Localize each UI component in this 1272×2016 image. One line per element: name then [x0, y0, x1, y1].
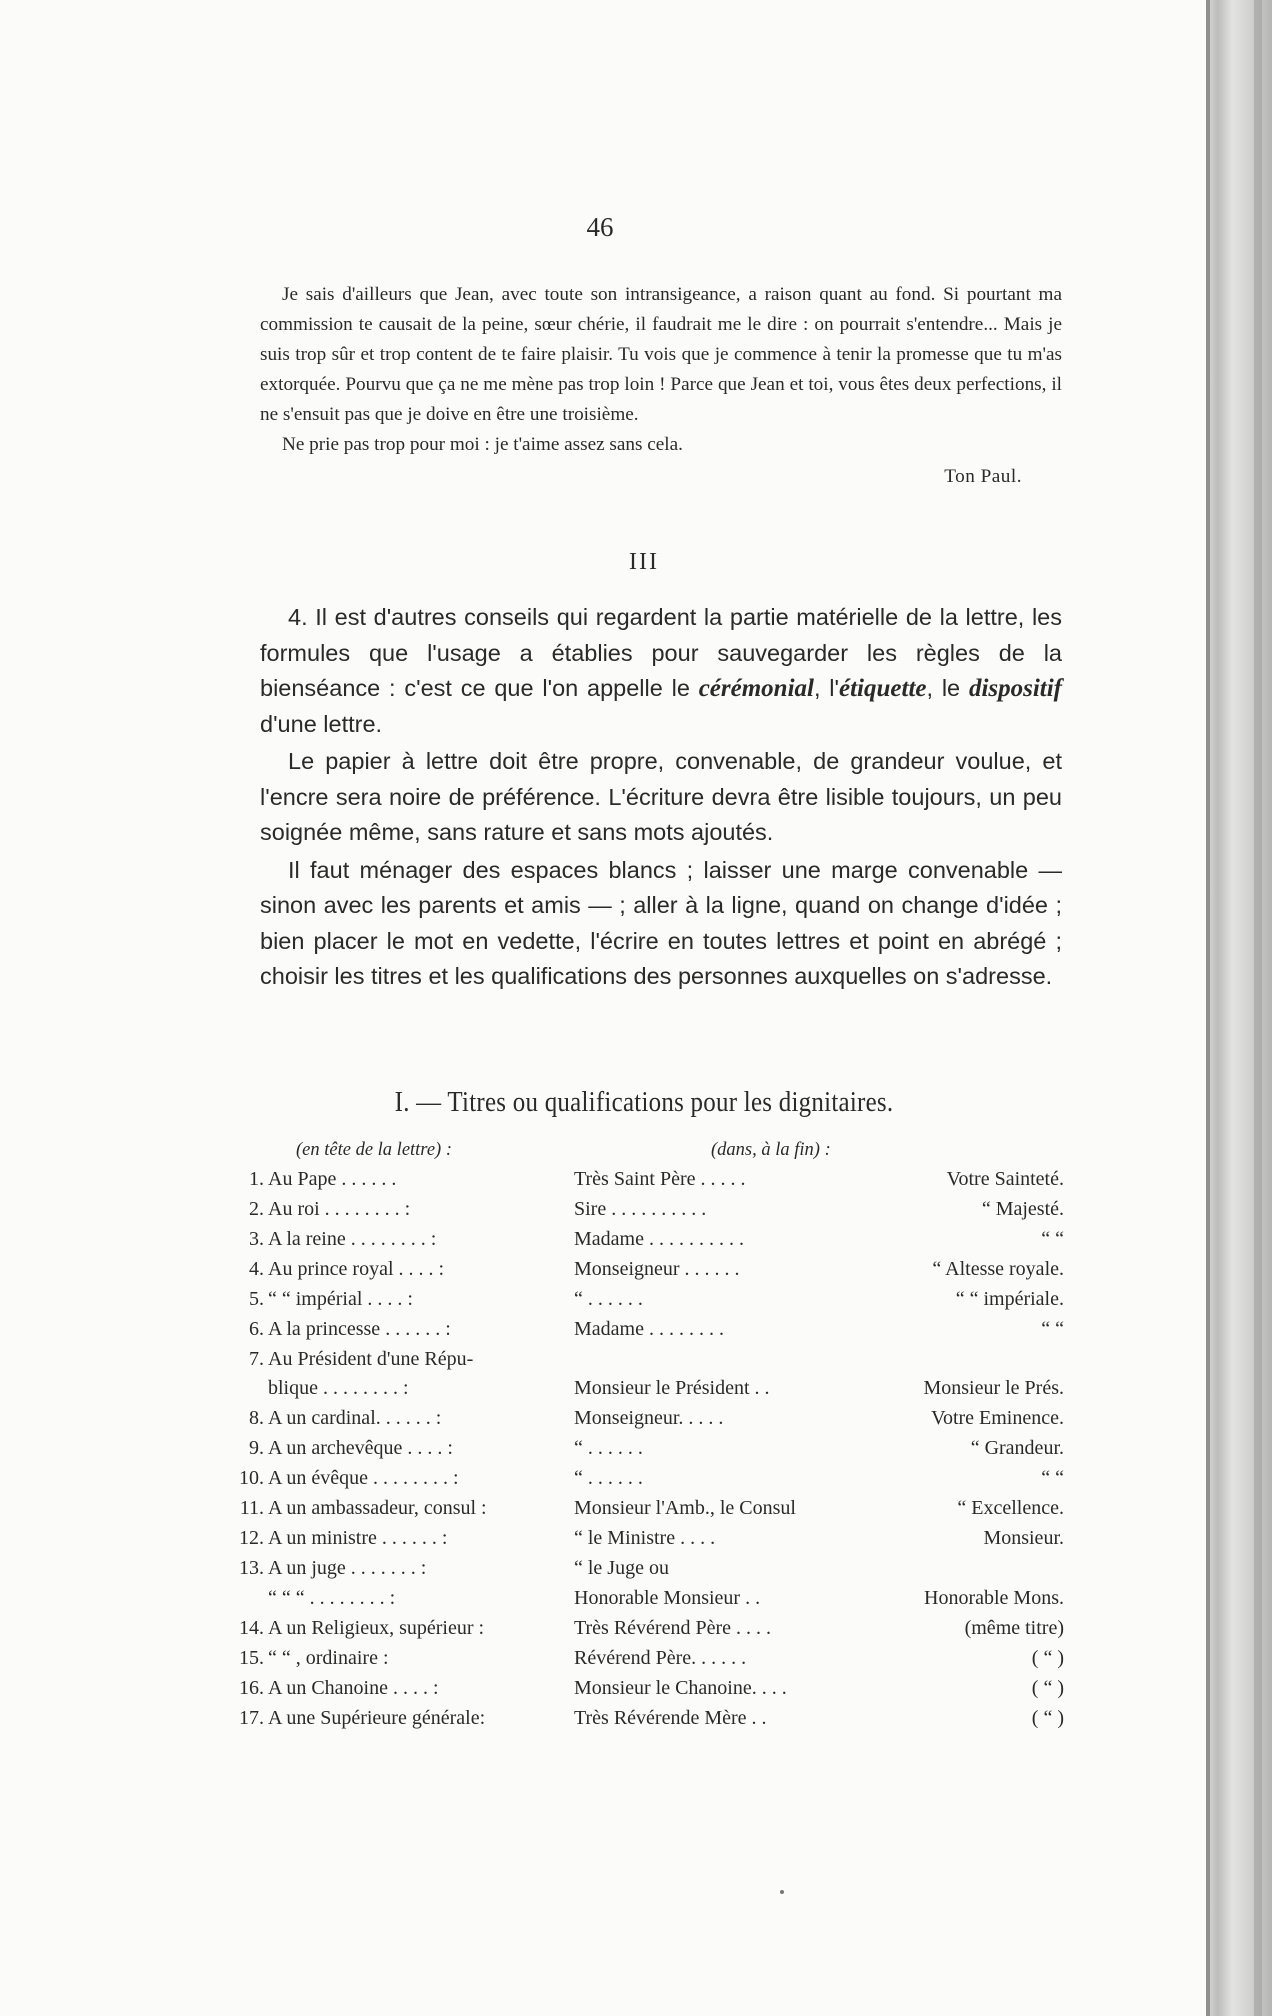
- row-number: 15.: [239, 1647, 264, 1669]
- row-opening-title: “ . . . . . .: [574, 1288, 643, 1310]
- letter-signature: Ton Paul.: [944, 466, 1022, 487]
- title-table: [224, 1168, 1064, 1737]
- row-number: 12.: [239, 1527, 264, 1549]
- row-number: 2.: [249, 1198, 264, 1220]
- row-number: 11.: [239, 1497, 264, 1519]
- row-addressee: A un juge . . . . . . . :: [268, 1557, 427, 1579]
- body-paragraph: Le papier à lettre doit être propre, convenable, de grandeur voulue, et l'encre sera noire de préférence. L'écriture devra être lisible toujours, un peu soignée même, sans rature et sans mots ajoutés.: [260, 748, 1062, 845]
- table-row: [224, 1407, 1064, 1437]
- body-paragraph: Il faut ménager des espaces blancs ; laisser une marge convenable — sinon avec les parents et amis — ; aller à la ligne, quand on change d'idée ; bien placer le mot en vedette, l'écrire en toutes lettres et point en abrégé ; choisir les titres et les qualifications des personnes auxquelles on s'adresse.: [260, 856, 1062, 989]
- row-closing-title: ( “ ): [1031, 1677, 1064, 1699]
- table-row: [224, 1707, 1064, 1737]
- row-opening-title: Révérend Père. . . . . .: [574, 1647, 747, 1669]
- table-row: [224, 1228, 1064, 1258]
- row-addressee: Au Président d'une Répu-: [268, 1348, 474, 1370]
- row-closing-title: ( “ ): [1031, 1647, 1064, 1669]
- row-addressee: A un cardinal. . . . . . :: [268, 1407, 442, 1429]
- row-opening-title: Monseigneur . . . . . .: [574, 1258, 740, 1280]
- table-row: [224, 1467, 1064, 1497]
- row-addressee: “ “ , ordinaire :: [268, 1647, 389, 1669]
- row-addressee: A la reine . . . . . . . . :: [268, 1228, 437, 1250]
- row-addressee: Au roi . . . . . . . . :: [268, 1198, 411, 1220]
- emphasis-dispositif: dispositif: [968, 675, 1063, 702]
- row-addressee: Au prince royal . . . . :: [268, 1258, 445, 1280]
- row-opening-title: “ le Ministre . . . .: [574, 1527, 716, 1549]
- row-closing-title: Votre Eminence.: [931, 1407, 1064, 1429]
- row-opening-title: Sire . . . . . . . . . .: [574, 1198, 707, 1220]
- table-row: [224, 1318, 1064, 1348]
- body-paragraph: 4. Il est d'autres conseils qui regardent la partie matérielle de la lettre, les formules que l'usage a établies pour sauvegarder les règles de la bienséance : c'est ce que l'on appelle le cérémonial, l'étiquette, le dispositif d'une lettre.: [260, 604, 1063, 737]
- table-row: [224, 1497, 1064, 1527]
- row-number: 4.: [249, 1258, 264, 1280]
- row-number: 16.: [239, 1677, 264, 1699]
- row-closing-title: Monsieur.: [983, 1527, 1064, 1549]
- row-addressee: A un évêque . . . . . . . . :: [268, 1467, 459, 1489]
- row-closing-title: “ “: [1041, 1318, 1064, 1340]
- table-row: [224, 1437, 1064, 1467]
- table-row: [224, 1617, 1064, 1647]
- letter-text: [260, 280, 1062, 492]
- row-closing-title: “ Altesse royale.: [932, 1258, 1064, 1280]
- row-closing-title: “ “: [1041, 1228, 1064, 1250]
- row-number: 17.: [239, 1707, 264, 1729]
- row-opening-title: Monsieur le Président . .: [574, 1377, 770, 1399]
- paper-speck: [780, 1890, 784, 1894]
- row-number: 10.: [239, 1467, 264, 1489]
- row-closing-title: Monsieur le Prés.: [923, 1377, 1064, 1399]
- row-closing-title: “ Grandeur.: [970, 1437, 1064, 1459]
- row-closing-title: “ Majesté.: [981, 1198, 1064, 1220]
- row-addressee-cont: blique . . . . . . . . :: [268, 1377, 409, 1399]
- table-row: [224, 1557, 1064, 1587]
- row-closing-title: Honorable Mons.: [924, 1587, 1064, 1609]
- page-edge-shadow: [1206, 0, 1272, 2016]
- section-heading: III: [629, 549, 659, 575]
- row-opening-title: Très Révérend Père . . . .: [574, 1617, 772, 1639]
- row-number: 13.: [239, 1557, 264, 1579]
- column-header-right: (dans, à la fin) :: [711, 1140, 831, 1160]
- row-number: 6.: [249, 1318, 264, 1340]
- emphasis-etiquette: étiquette: [839, 675, 927, 702]
- table-row: [224, 1198, 1064, 1228]
- row-addressee: “ “ “ . . . . . . . . :: [268, 1587, 396, 1609]
- table-row: [224, 1647, 1064, 1677]
- row-closing-title: Votre Sainteté.: [946, 1168, 1064, 1190]
- table-row: [224, 1258, 1064, 1288]
- row-closing-title: (même titre): [964, 1617, 1064, 1639]
- row-opening-title: Madame . . . . . . . . . .: [574, 1228, 744, 1250]
- row-number: 5.: [249, 1288, 264, 1310]
- row-number: 1.: [249, 1168, 264, 1190]
- row-addressee: Au Pape . . . . . .: [268, 1168, 397, 1190]
- table-row: [224, 1587, 1064, 1617]
- row-closing-title: ( “ ): [1031, 1707, 1064, 1729]
- table-title: I. — Titres ou qualifications pour les dignitaires.: [394, 1086, 894, 1118]
- row-addressee: A la princesse . . . . . . :: [268, 1318, 451, 1340]
- table-row: [224, 1677, 1064, 1707]
- letter-paragraph: Je sais d'ailleurs que Jean, avec toute son intransigeance, a raison quant au fond. Si pourtant ma commission te causait de la peine, sœur chérie, il faudrait me le dire : on pourrait s'entendre... Mais je suis trop sûr et trop content de te faire plaisir. Tu vois que je commence à tenir la promesse que tu m'as extorquée. Pourvu que ça ne me mène pas trop loin ! Parce que Jean et toi, vous êtes deux perfections, il ne s'ensuit pas que je doive en être une troisième.: [260, 284, 1062, 425]
- letter-paragraph: Ne prie pas trop pour moi : je t'aime assez sans cela.: [282, 434, 683, 455]
- row-addressee: A un ambassadeur, consul :: [268, 1497, 487, 1519]
- row-opening-title: Monseigneur. . . . .: [574, 1407, 724, 1429]
- row-addressee: A un Chanoine . . . . :: [268, 1677, 439, 1699]
- row-opening-title: Madame . . . . . . . .: [574, 1318, 724, 1340]
- table-row: [224, 1527, 1064, 1557]
- row-addressee: A une Supérieure générale:: [268, 1707, 486, 1729]
- row-closing-title: “ “ impériale.: [955, 1288, 1064, 1310]
- row-opening-title: Monsieur le Chanoine. . . .: [574, 1677, 787, 1699]
- row-opening-title: Très Révérende Mère . .: [574, 1707, 767, 1729]
- row-number: 14.: [239, 1617, 264, 1639]
- row-number: 8.: [249, 1407, 264, 1429]
- table-row: [224, 1168, 1064, 1198]
- row-opening-title: “ le Juge ou: [574, 1557, 669, 1579]
- row-closing-title: “ “: [1041, 1467, 1064, 1489]
- row-number: 3.: [249, 1228, 264, 1250]
- row-addressee: A un archevêque . . . . :: [268, 1437, 453, 1459]
- row-opening-title: “ . . . . . .: [574, 1437, 643, 1459]
- row-opening-title: Honorable Monsieur . .: [574, 1587, 761, 1609]
- row-opening-title: “ . . . . . .: [574, 1467, 643, 1489]
- page-number: 46: [586, 212, 614, 242]
- row-addressee: A un Religieux, supérieur :: [268, 1617, 485, 1639]
- row-number: 9.: [249, 1437, 264, 1459]
- row-addressee: “ “ impérial . . . . :: [268, 1288, 413, 1310]
- body-text: [260, 600, 1062, 997]
- row-addressee: A un ministre . . . . . . :: [268, 1527, 448, 1549]
- row-closing-title: “ Excellence.: [957, 1497, 1064, 1519]
- row-number: 7.: [249, 1348, 264, 1370]
- column-header-left: (en tête de la lettre) :: [296, 1140, 452, 1160]
- row-opening-title: Très Saint Père . . . . .: [574, 1168, 746, 1190]
- table-row: [224, 1288, 1064, 1318]
- emphasis-ceremonial: cérémonial: [698, 675, 814, 702]
- table-row: [224, 1348, 1064, 1407]
- row-opening-title: Monsieur l'Amb., le Consul: [574, 1497, 796, 1519]
